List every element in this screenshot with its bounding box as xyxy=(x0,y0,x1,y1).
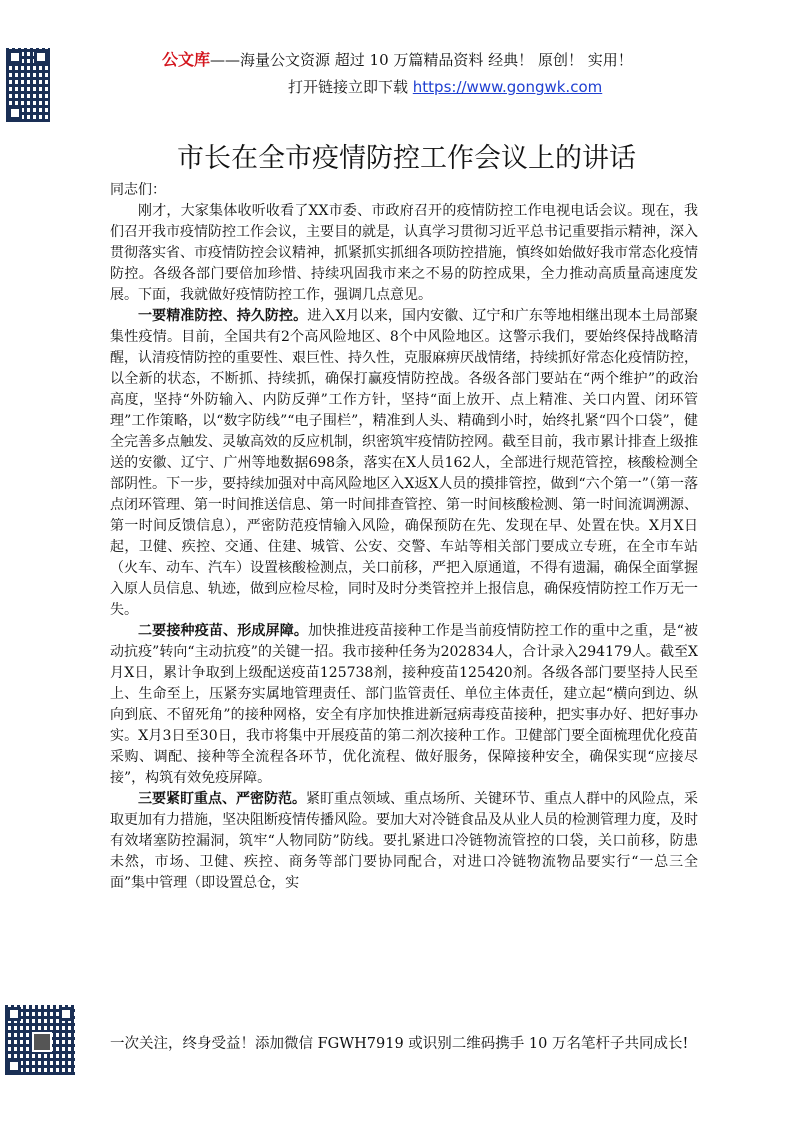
paragraph-heading: 一要精准防控、持久防控。 xyxy=(138,308,308,324)
qr-code-bottom[interactable] xyxy=(5,1005,75,1075)
header-tagline: ——海量公文资源 超过 10 万篇精品资料 经典！ 原创！ 实用！ xyxy=(210,51,633,69)
site-link[interactable]: https://www.gongwk.com xyxy=(412,78,603,96)
document-body xyxy=(110,180,698,894)
brand-name: 公文库 xyxy=(162,50,211,69)
document-title: 市长在全市疫情防控工作会议上的讲话 xyxy=(177,143,636,174)
paragraph-text: 紧盯重点领域、重点场所、关键环节、重点人群中的风险点，采取更加有力措施，坚决阻断疫情传播风险。要加大对冷链食品及从业人员的检测管理力度，及时有效堵塞防控漏洞，筑牢“人物同防”防线。要扎紧进口冷链物流管控的口袋，关口前移，防患未然，市场、卫健、疾控、商务等部门要协同配合，对进口冷链物流物品要实行“一总三全面”集中管理（即设置总仓，实 xyxy=(110,791,698,891)
paragraph xyxy=(110,621,698,789)
paragraph-heading: 二要接种疫苗、形成屏障。 xyxy=(138,623,309,639)
paragraph-text: 加快推进疫苗接种工作是当前疫情防控工作的重中之重，是“被动抗疫”转向“主动抗疫”的关键一招。我市接种任务为202834人，合计录入294179人。截至X月X日，累计争取到上级配送疫苗125738剂，接种疫苗125420剂。各级各部门要坚持人民至上、生命至上，压紧夯实属地管理责任、部门监管责任、单位主体责任，建立起“横向到边、纵向到底、不留死角”的接种网格，安全有序加快推进新冠病毒疫苗接种，把实事办好、把好事办实。X月3日至30日，我市将集中开展疫苗的第二剂次接种工作。卫健部门要全面梳理优化疫苗采购、调配、接种等全流程各环节，优化流程、做好服务，保障接种安全，确保实现“应接尽接”，构筑有效免疫屏障。 xyxy=(110,623,699,786)
paragraph-text: 刚才，大家集体收听收看了XX市委、市政府召开的疫情防控工作电视电话会议。现在，我们召开我市疫情防控工作会议，主要目的就是，认真学习贯彻习近平总书记重要指示精神，深入贯彻落实省、市疫情防控会议精神，抓紧抓实抓细各项防控措施，慎终如始做好我市常态化疫情防控。各级各部门要倍加珍惜、持续巩固我市来之不易的防控成果，全力推动高质量高速度发展。下面，我就做好疫情防控工作，强调几点意见。 xyxy=(110,203,698,303)
header-banner xyxy=(162,50,682,70)
header-download xyxy=(288,77,602,97)
paragraph-text: 进入X月以来，国内安徽、辽宁和广东等地相继出现本土局部聚集性疫情。目前，全国共有2个高风险地区、8个中风险地区。这警示我们，要始终保持战略清醒，认清疫情防控的重要性、艰巨性、持久性，克服麻痹厌战情绪，持续抓好常态化疫情防控，以全新的状态，不断抓、持续抓，确保打赢疫情防控战。各级各部门要站在“两个维护”的政治高度，坚持“外防输入、内防反弹”工作方针，坚持“面上放开、点上精准、关口内置、闭环管理”工作策略，以“数字防线”“电子围栏”，精准到人头、精确到小时，始终扎紧“四个口袋”，健全完善多点触发、灵敏高效的反应机制，织密筑牢疫情防控网。截至目前，我市累计排查上级推送的安徽、辽宁、广州等地数据698条，落实在X人员162人，全部进行规范管控，核酸检测全部阴性。下一步，要持续加强对中高风险地区入X返X人员的摸排管控，做到“六个第一”（第一落点闭环管理、第一时间推送信息、第一时间排查管控、第一时间核酸检测、第一时间流调溯源、第一时间反馈信息），严密防范疫情输入风险，确保预防在先、发现在早、处置在快。X月X日起，卫健、疾控、交通、住建、城管、公安、交警、车站等相关部门要成立专班，在全市车站（火车、动车、汽车）设置核酸检测点，关口前移，严把入原通道，不得有遗漏，确保全面掌握入原人员信息、轨迹，做到应检尽检，同时及时分类管控并上报信息，确保疫情防控工作万无一失。 xyxy=(110,308,699,618)
qr-code-top[interactable] xyxy=(6,48,50,122)
salutation: 同志们： xyxy=(110,182,166,198)
paragraph xyxy=(110,201,698,306)
download-text: 打开链接立即下载 xyxy=(288,78,413,96)
paragraph-heading: 三要紧盯重点、严密防范。 xyxy=(138,791,306,807)
footer-text: 一次关注，终身受益！添加微信 FGWH7919 或识别二维码携手 10 万名笔杆子共同成长! xyxy=(110,1036,689,1052)
qr-logo-icon xyxy=(32,1032,52,1052)
paragraph xyxy=(110,789,698,894)
paragraph xyxy=(110,306,698,621)
